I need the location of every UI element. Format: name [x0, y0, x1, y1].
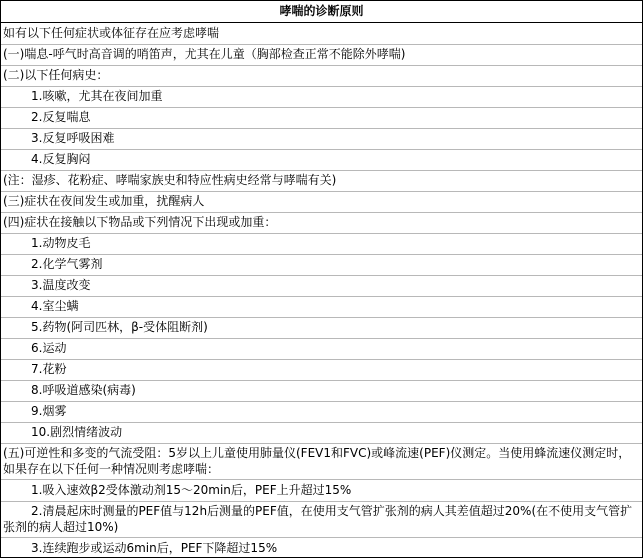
row-text: 6.运动 — [31, 341, 67, 355]
row-text: 4.反复胸闷 — [31, 152, 91, 166]
table-row — [1, 296, 642, 318]
table-row — [1, 107, 642, 129]
row-text: (一)喘息-呼气时高音调的哨笛声，尤其在儿童（胸部检查正常不能除外哮喘) — [3, 47, 406, 61]
row-text: (五)可逆性和多变的气流受阻：5岁以上儿童使用肺量仪(FEV1和FVC)或峰流速(PEF)仪测定。当使用蜂流速仪测定时，如果存在以下任何一种情况则考虑哮喘： — [3, 446, 631, 476]
row-text: 4.室尘螨 — [31, 299, 79, 313]
row-text: 8.呼吸道感染(病毒) — [31, 383, 136, 397]
row-text: 5.药物(阿司匹林，β-受体阻断剂) — [31, 320, 208, 334]
table-row — [1, 275, 642, 297]
table-row — [1, 23, 642, 45]
row-text: 3.反复呼吸困难 — [31, 131, 115, 145]
row-text: 1.吸入速效β2受体激动剂15～20min后，PEF上升超过15% — [31, 483, 352, 497]
table-row — [1, 254, 642, 276]
table-row — [1, 212, 642, 234]
table-row — [1, 65, 642, 87]
row-text: (四)症状在接触以下物品或下列情况下出现或加重： — [3, 215, 277, 229]
table-row — [1, 317, 642, 339]
row-text: 9.烟雾 — [31, 404, 67, 418]
row-text: (注：湿疹、花粉症、哮喘家族史和特应性病史经常与哮喘有关) — [3, 173, 337, 187]
table-row — [1, 443, 642, 480]
row-text: 如有以下任何症状或体征存在应考虑哮喘 — [3, 26, 220, 40]
table-row — [1, 501, 642, 538]
row-text: 2.清晨起床时测量的PEF值与12h后测量的PEF值，在使用支气管扩张剂的病人其差值超过20%(在不使用支气管扩张剂的病人超过10%) — [3, 504, 633, 534]
row-text: 3.连续跑步或运动6min后，PEF下降超过15% — [31, 541, 278, 555]
row-text: 10.剧烈情绪波动 — [31, 425, 123, 439]
table-row — [1, 128, 642, 150]
table-row — [1, 86, 642, 108]
row-text: 3.温度改变 — [31, 278, 91, 292]
table-row — [1, 233, 642, 255]
table-row — [1, 359, 642, 381]
table-row — [1, 422, 642, 444]
table-title: 哮喘的诊断原则 — [1, 1, 642, 23]
table-row — [1, 380, 642, 402]
row-text: 7.花粉 — [31, 362, 67, 376]
row-text: (三)症状在夜间发生或加重，扰醒病人 — [3, 194, 205, 208]
table-row — [1, 338, 642, 360]
table-row — [1, 538, 642, 559]
row-text: 2.反复喘息 — [31, 110, 91, 124]
row-text: 1.咳嗽，尤其在夜间加重 — [31, 89, 163, 103]
table-row — [1, 480, 642, 502]
table-row — [1, 170, 642, 192]
table-row — [1, 44, 642, 66]
table-row — [1, 401, 642, 423]
table-row — [1, 149, 642, 171]
table-row — [1, 191, 642, 213]
row-text: 2.化学气雾剂 — [31, 257, 103, 271]
row-text: (二)以下任何病史： — [3, 68, 109, 82]
row-text: 1.动物皮毛 — [31, 236, 91, 250]
